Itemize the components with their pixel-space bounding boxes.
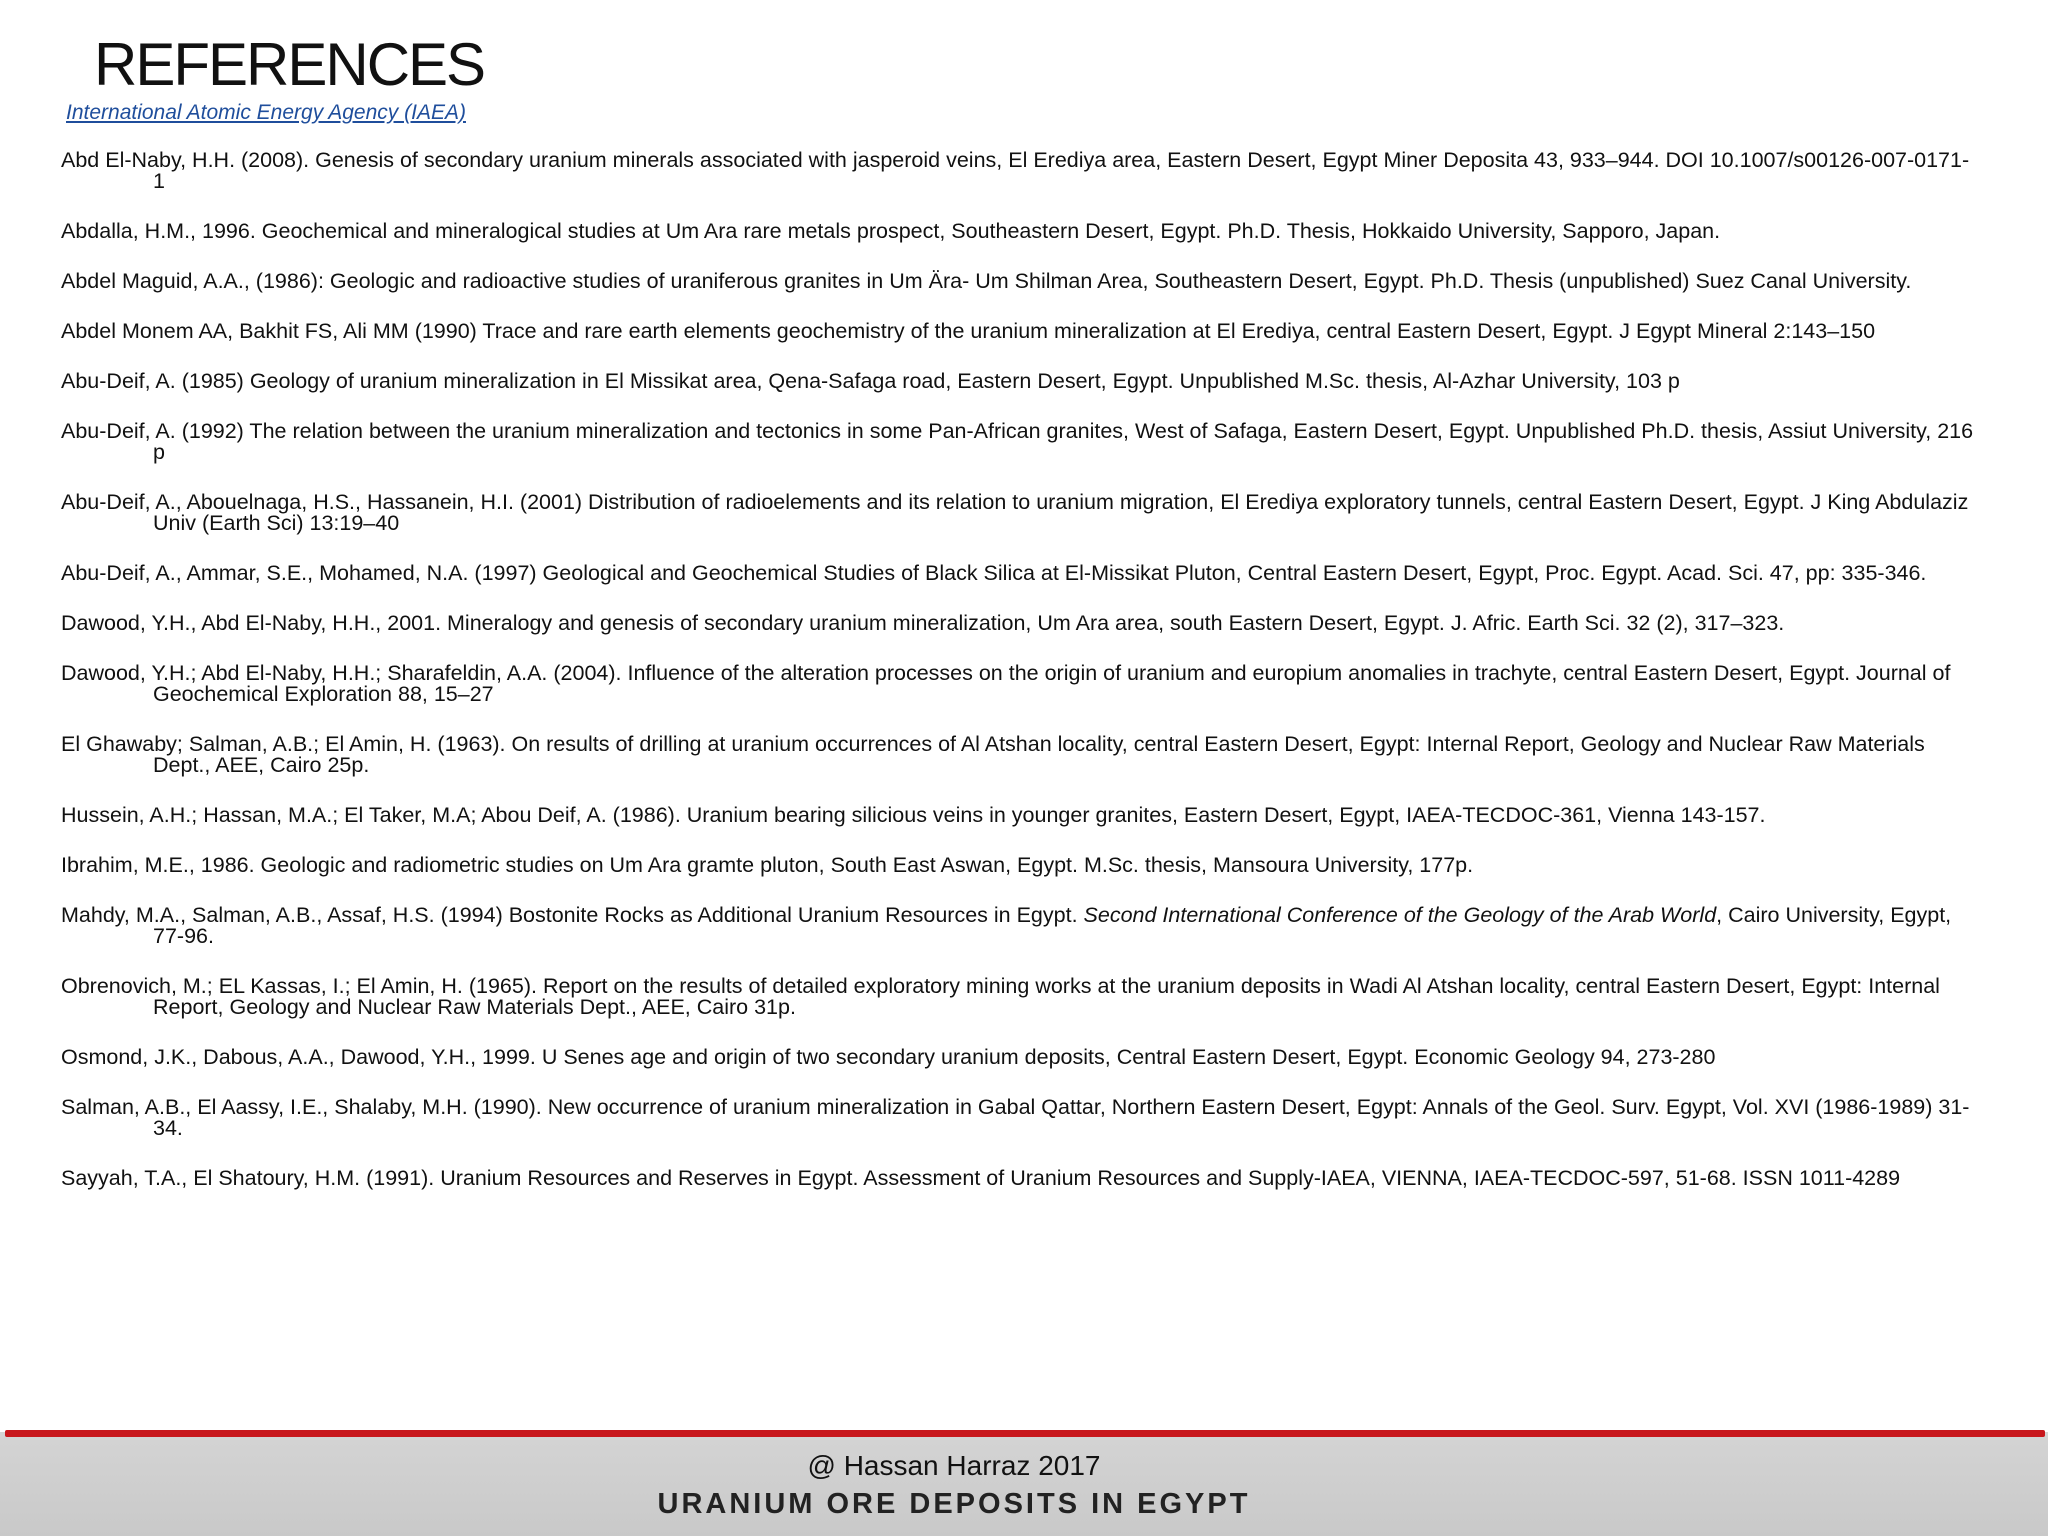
reference-item: Abdel Maguid, A.A., (1986): Geologic and radioactive studies of uraniferous granites in Um Ära- Um Shilman Area, Southeastern Desert, Egypt. Ph.D. Thesis (unpublished) Suez Canal University. bbox=[61, 269, 1912, 293]
reference-item: Hussein, A.H.; Hassan, M.A.; El Taker, M.A; Abou Deif, A. (1986). Uranium bearing silicious veins in younger granites, Eastern Desert, Egypt, IAEA-TECDOC-361, Vienna 143-157. bbox=[61, 803, 1766, 827]
reference-item: El Ghawaby; Salman, A.B.; El Amin, H. (1963). On results of drilling at uranium occurrences of Al Atshan locality, central Eastern Desert, Egypt: Internal Report, Geology and Nuclear Raw Materials Dept., AEE, Cairo 25p. bbox=[61, 732, 1925, 777]
reference-item: Ibrahim, M.E., 1986. Geologic and radiometric studies on Um Ara gramte pluton, South East Aswan, Egypt. M.Sc. thesis, Mansoura University, 177p. bbox=[61, 853, 1474, 877]
reference-item: Obrenovich, M.; EL Kassas, I.; El Amin, H. (1965). Report on the results of detailed exploratory mining works at the uranium deposits in Wadi Al Atshan locality, central Eastern Desert, Egypt: Internal Report, Geology and Nuclear Raw Materials Dept., AEE, Cairo 31p. bbox=[61, 974, 1940, 1019]
reference-item: Dawood, Y.H.; Abd El-Naby, H.H.; Sharafeldin, A.A. (2004). Influence of the alteration processes on the origin of uranium and europium anomalies in trachyte, central Eastern Desert, Egypt. Journal of Geochemical Exploration 88, 15–27 bbox=[61, 661, 1951, 706]
reference-item: Dawood, Y.H., Abd El-Naby, H.H., 2001. Mineralogy and genesis of secondary uranium mineralization, Um Ara area, south Eastern Desert, Egypt. J. Afric. Earth Sci. 32 (2), 317–323. bbox=[61, 611, 1785, 635]
reference-item: Abdalla, H.M., 1996. Geochemical and mineralogical studies at Um Ara rare metals prospect, Southeastern Desert, Egypt. Ph.D. Thesis, Hokkaido University, Sapporo, Japan. bbox=[61, 219, 1721, 243]
reference-item: Sayyah, T.A., El Shatoury, H.M. (1991). Uranium Resources and Reserves in Egypt. Assessment of Uranium Resources and Supply-IAEA, VIENNA, IAEA-TECDOC-597, 51-68. ISSN 1011-4289 bbox=[61, 1166, 1901, 1190]
reference-item: Salman, A.B., El Aassy, I.E., Shalaby, M.H. (1990). New occurrence of uranium mineralization in Gabal Qattar, Northern Eastern Desert, Egypt: Annals of the Geol. Surv. Egypt, Vol. XVI (1986-1989) 31-34. bbox=[61, 1095, 1970, 1140]
footer-divider bbox=[5, 1430, 2045, 1437]
footer-subtitle: URANIUM ORE DEPOSITS IN EGYPT bbox=[657, 1488, 1251, 1520]
reference-item: Mahdy, M.A., Salman, A.B., Assaf, H.S. (1994) Bostonite Rocks as Additional Uranium Resources in Egypt. Second International Conference of the Geology of the Arab World, Cairo University, Egypt, 77-96. bbox=[61, 903, 1952, 948]
footer-copyright: @ Hassan Harraz 2017 bbox=[807, 1450, 1101, 1481]
reference-item: Abd El-Naby, H.H. (2008). Genesis of secondary uranium minerals associated with jasperoid veins, El Erediya area, Eastern Desert, Egypt Miner Deposita 43, 933–944. DOI 10.1007/s00126-007-0171-1 bbox=[61, 148, 1970, 193]
reference-item: Abu-Deif, A., Abouelnaga, H.S., Hassanein, H.I. (2001) Distribution of radioelements and its relation to uranium migration, El Erediya exploratory tunnels, central Eastern Desert, Egypt. J King Abdulaziz Univ (Earth Sci) 13:19–40 bbox=[61, 490, 1969, 535]
reference-item: Abdel Monem AA, Bakhit FS, Ali MM (1990) Trace and rare earth elements geochemistry of the uranium mineralization at El Erediya, central Eastern Desert, Egypt. J Egypt Mineral 2:143–150 bbox=[61, 319, 1876, 343]
reference-item: Abu-Deif, A. (1992) The relation between the uranium mineralization and tectonics in some Pan-African granites, West of Safaga, Eastern Desert, Egypt. Unpublished Ph.D. thesis, Assiut University, 216 p bbox=[61, 419, 1974, 464]
reference-item: Abu-Deif, A., Ammar, S.E., Mohamed, N.A. (1997) Geological and Geochemical Studies of Black Silica at El-Missikat Pluton, Central Eastern Desert, Egypt, Proc. Egypt. Acad. Sci. 47, pp: 335-346. bbox=[61, 561, 1927, 585]
iaea-link[interactable]: International Atomic Energy Agency (IAEA) bbox=[66, 101, 466, 124]
reference-list bbox=[61, 150, 1981, 1218]
reference-item: Abu-Deif, A. (1985) Geology of uranium mineralization in El Missikat area, Qena-Safaga road, Eastern Desert, Egypt. Unpublished M.Sc. thesis, Al-Azhar University, 103 p bbox=[61, 369, 1680, 393]
reference-item: Osmond, J.K., Dabous, A.A., Dawood, Y.H., 1999. U Senes age and origin of two secondary uranium deposits, Central Eastern Desert, Egypt. Economic Geology 94, 273-280 bbox=[61, 1045, 1716, 1069]
page-title: REFERENCES bbox=[94, 31, 485, 98]
